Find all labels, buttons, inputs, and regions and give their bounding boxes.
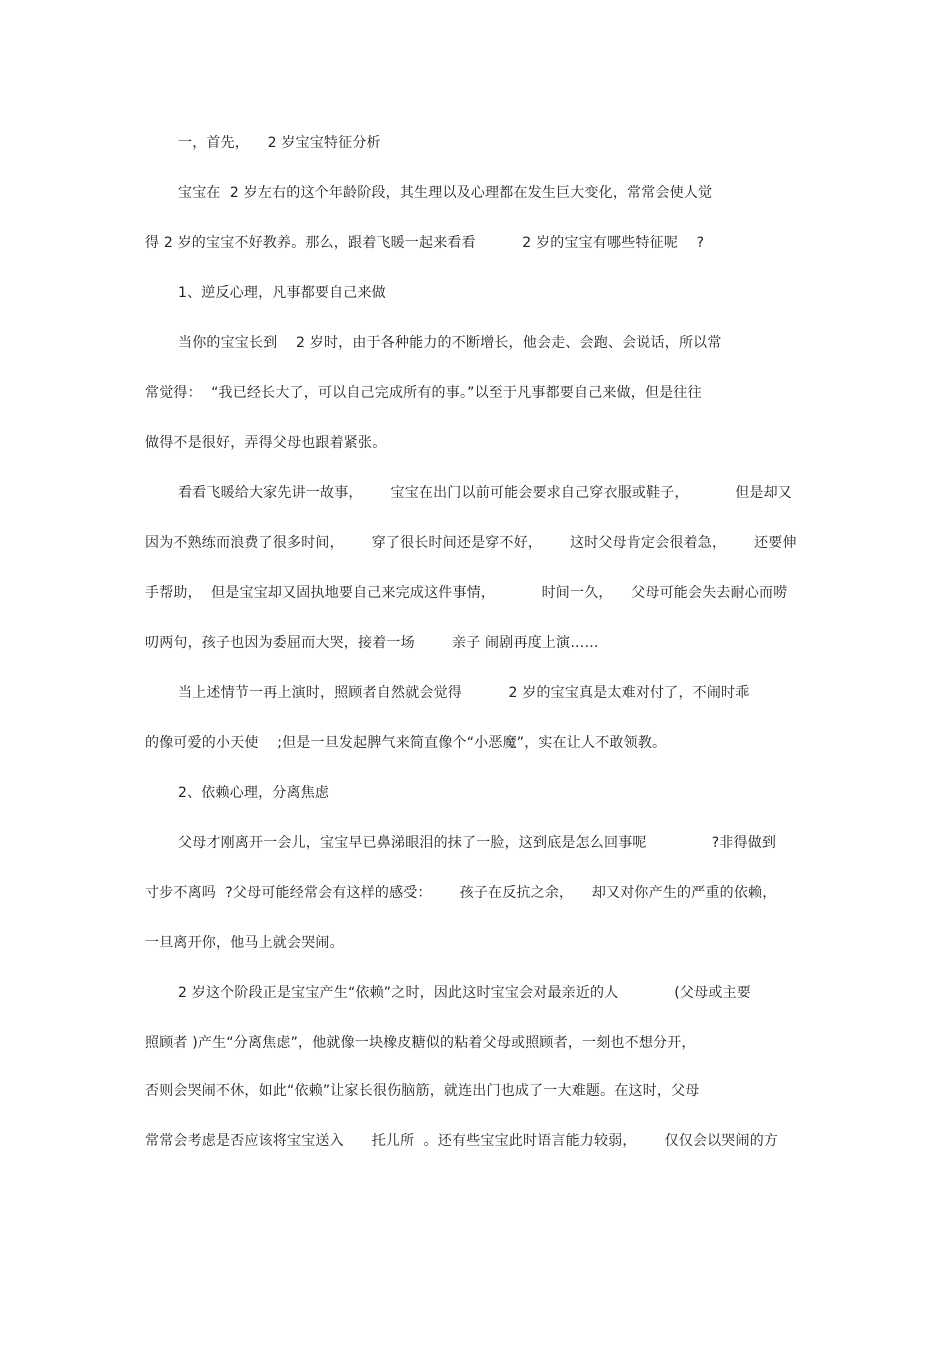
- paragraph-line: 手帮助， 但是宝宝却又固执地要自己来完成这件事情， 时间一久， 父母可能会失去耐心而唠: [145, 585, 788, 601]
- paragraph-line: 当你的宝宝长到 2 岁时，由于各种能力的不断增长，他会走、会跑、会说话，所以常: [178, 335, 722, 351]
- paragraph-line: 宝宝在 2 岁左右的这个年龄阶段，其生理以及心理都在发生巨大变化，常常会使人觉: [178, 185, 713, 201]
- paragraph-line: 得 2 岁的宝宝不好教养。那么，跟着飞暖一起来看看 2 岁的宝宝有哪些特征呢 ?: [145, 235, 705, 251]
- paragraph-line: 因为不熟练而浪费了很多时间， 穿了很长时间还是穿不好， 这时父母肯定会很着急， 还要伸: [145, 535, 797, 551]
- paragraph-line: 2 岁这个阶段正是宝宝产生“依赖”之时，因此这时宝宝会对最亲近的人 (父母或主要: [178, 985, 751, 1001]
- paragraph-line: 看看飞暖给大家先讲一故事， 宝宝在出门以前可能会要求自己穿衣服或鞋子， 但是却又: [178, 485, 793, 501]
- paragraph-line: 常常会考虑是否应该将宝宝送入 托儿所 。还有些宝宝此时语言能力较弱， 仅仅会以哭闹的方: [145, 1133, 779, 1149]
- paragraph-line: 照顾者 )产生“分离焦虑”，他就像一块橡皮糖似的粘着父母或照顾者，一刻也不想分开，: [145, 1035, 696, 1051]
- paragraph-line: 父母才刚离开一会儿，宝宝早已鼻涕眼泪的抹了一脸，这到底是怎么回事呢 ?非得做到: [178, 835, 777, 851]
- paragraph-line: 一旦离开你，他马上就会哭闹。: [145, 935, 344, 951]
- paragraph-line: 寸步不离吗 ?父母可能经常会有这样的感受： 孩子在反抗之余， 却又对你产生的严重的依赖，: [145, 885, 777, 901]
- paragraph-line: 叨两句，孩子也因为委屈而大哭，接着一场 亲子 闹剧再度上演……: [145, 635, 599, 651]
- paragraph-line: 的像可爱的小天使 ;但是一旦发起脾气来简直像个“小恶魔”，实在让人不敢领教。: [145, 735, 667, 751]
- paragraph-line: 常觉得： “我已经长大了，可以自己完成所有的事。”以至于凡事都要自己来做，但是往往: [145, 385, 702, 401]
- paragraph-line: 否则会哭闹不休，如此“依赖”让家长很伤脑筋，就连出门也成了一大难题。在这时，父母: [145, 1083, 700, 1099]
- section-heading: 一，首先， 2 岁宝宝特征分析: [178, 135, 381, 151]
- subsection-heading: 2、依赖心理，分离焦虑: [178, 785, 330, 801]
- paragraph-line: 做得不是很好，弄得父母也跟着紧张。: [145, 435, 387, 451]
- subsection-heading: 1、逆反心理，凡事都要自己来做: [178, 285, 386, 301]
- paragraph-line: 当上述情节一再上演时，照顾者自然就会觉得 2 岁的宝宝真是太难对付了，不闹时乖: [178, 685, 750, 701]
